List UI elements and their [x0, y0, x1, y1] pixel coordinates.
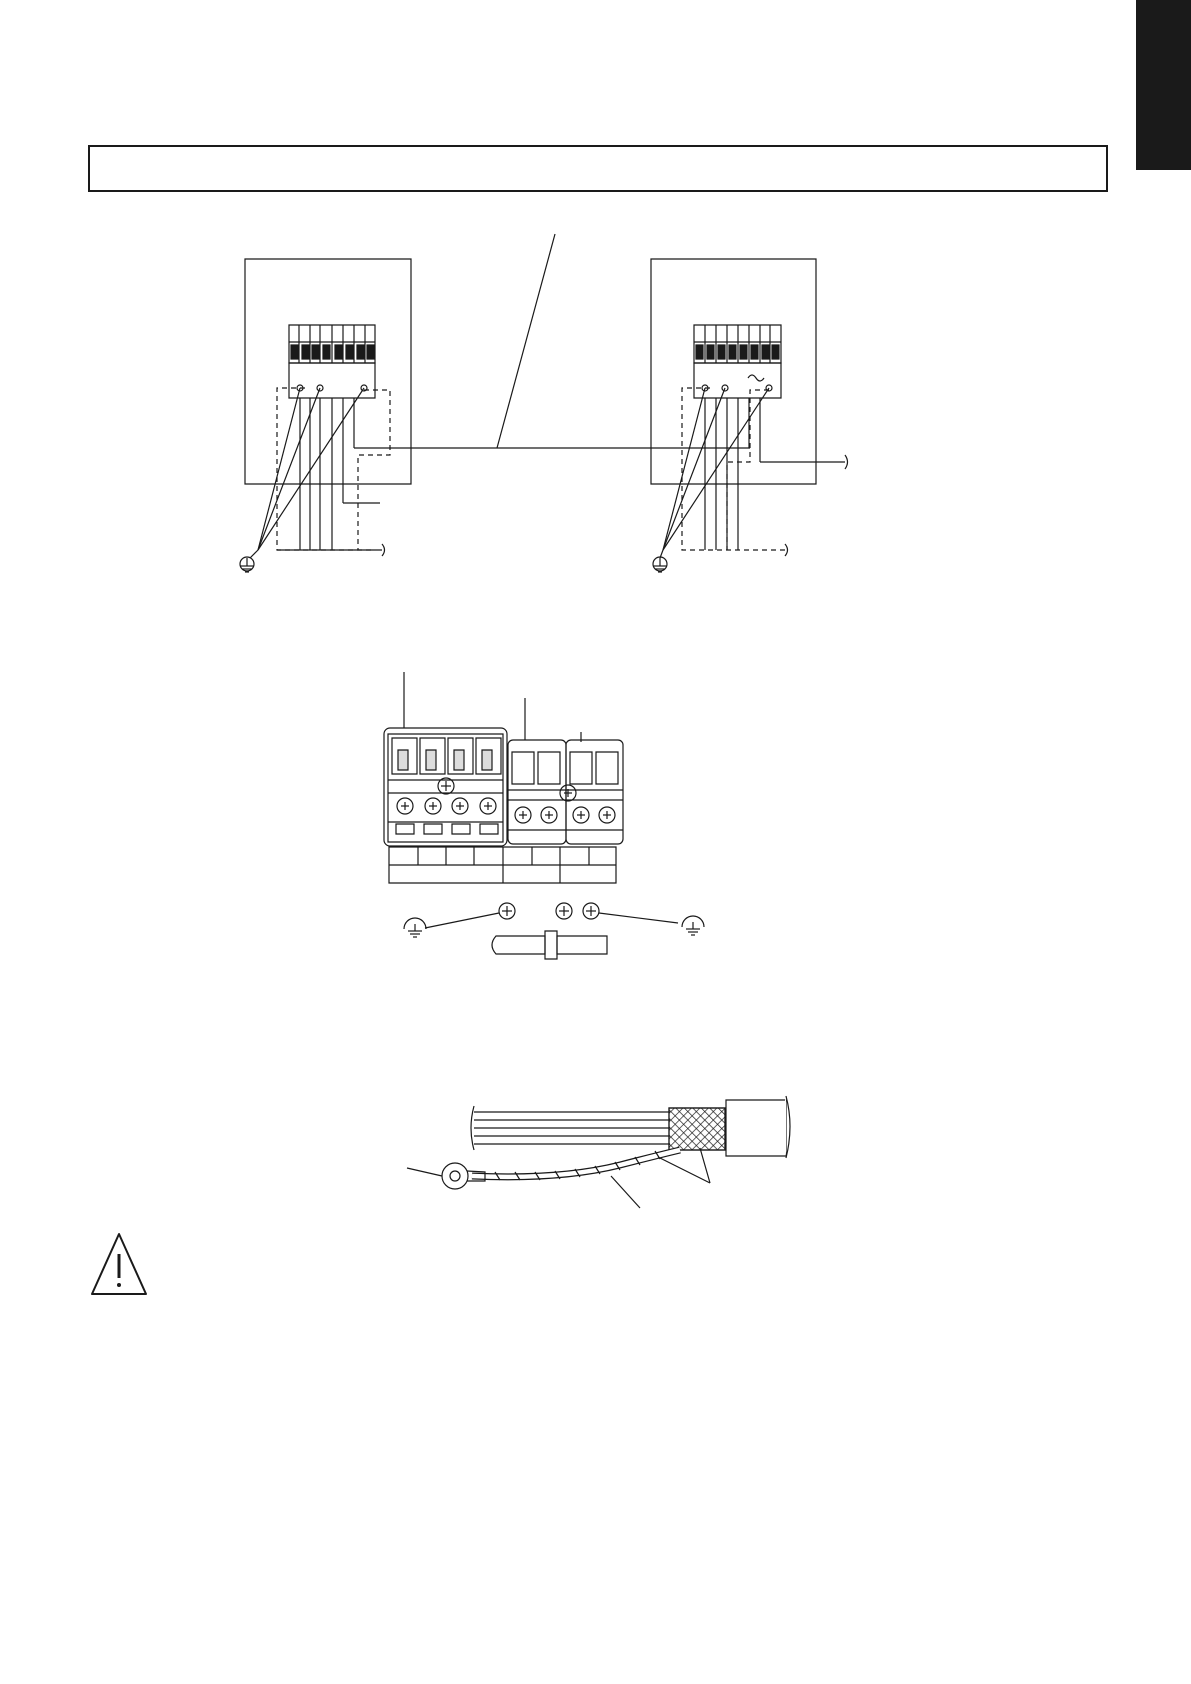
terminal-group-small — [560, 740, 623, 844]
left-unit-panel — [240, 259, 411, 572]
ground-symbol-icon — [240, 557, 254, 572]
cable-jacket — [726, 1100, 786, 1156]
right-unit-panel — [651, 259, 848, 572]
warning-triangle-icon — [92, 1234, 146, 1294]
ground-symbol-icon — [653, 557, 667, 572]
terminal-block-diagram — [384, 672, 704, 959]
wiring-diagram — [240, 234, 848, 572]
cable-leader-line — [497, 234, 555, 448]
terminal-group-large — [384, 728, 507, 846]
ground-symbol-icon — [682, 916, 704, 935]
plus-screw-icon — [583, 903, 599, 919]
shielded-cable-diagram — [407, 1096, 790, 1208]
terminal-group-medium — [508, 740, 566, 844]
plus-screw-icon — [499, 903, 515, 919]
crimp-sleeve — [492, 931, 607, 959]
terminal-label-grid — [389, 847, 616, 883]
plus-screw-icon — [556, 903, 572, 919]
ground-symbol-icon — [404, 918, 426, 937]
